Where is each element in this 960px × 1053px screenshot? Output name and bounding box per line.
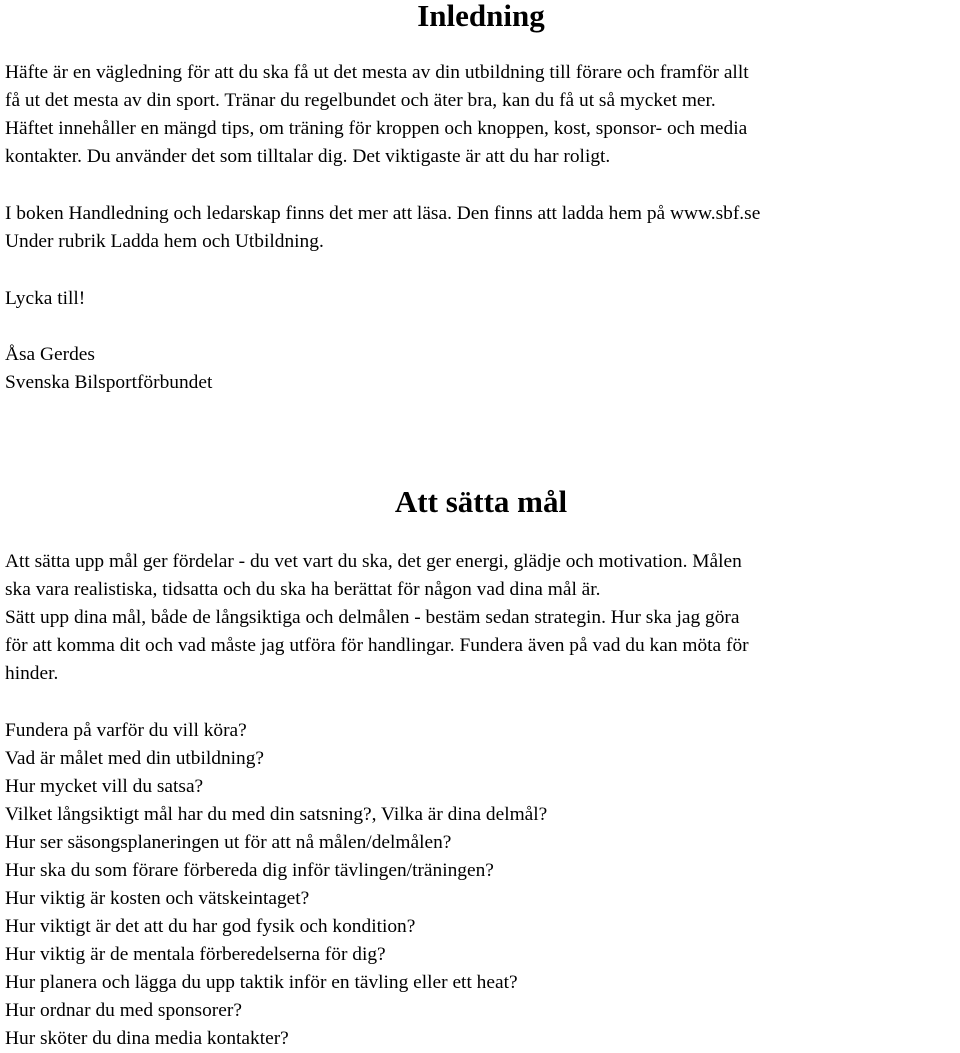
question-item: Hur ordnar du med sponsorer? [5, 1000, 242, 1021]
signature-name: Åsa Gerdes [5, 344, 95, 365]
goals-paragraph-line: för att komma dit och vad måste jag utföra för handlingar. Fundera även på vad du kan möta för [5, 635, 749, 656]
question-item: Hur viktig är de mentala förberedelserna för dig? [5, 944, 386, 965]
questions-list [5, 717, 960, 1053]
greeting-text: Lycka till! [5, 288, 86, 309]
question-item: Hur mycket vill du satsa? [5, 776, 204, 797]
intro-paragraph [5, 59, 960, 171]
goals-heading: Att sätta mål [394, 484, 568, 519]
intro-paragraph-line: få ut det mesta av din sport. Tränar du regelbundet och äter bra, kan du få ut så mycket mer. [5, 90, 716, 111]
intro-paragraph-line: Häftet innehåller en mängd tips, om träning för kroppen och knoppen, kost, sponsor- och media [5, 118, 748, 139]
signature-organization: Svenska Bilsportförbundet [5, 372, 213, 393]
reference-paragraph-line: Under rubrik Ladda hem och Utbildning. [5, 231, 324, 252]
question-item: Hur sköter du dina media kontakter? [5, 1028, 289, 1049]
question-item: Hur planera och lägga du upp taktik inför en tävling eller ett heat? [5, 972, 518, 993]
signature [5, 341, 960, 397]
question-item: Hur viktigt är det att du har god fysik och kondition? [5, 916, 416, 937]
reference-paragraph-line: I boken Handledning och ledarskap finns det mer att läsa. Den finns att ladda hem på www.sbf.se [5, 203, 761, 224]
goals-paragraph [5, 548, 960, 688]
question-item: Vad är målet med din utbildning? [5, 748, 265, 769]
question-item: Vilket långsiktigt mål har du med din satsning?, Vilka är dina delmål? [5, 804, 548, 825]
question-item: Hur ser säsongsplaneringen ut för att nå målen/delmålen? [5, 832, 452, 853]
question-item: Fundera på varför du vill köra? [5, 720, 247, 741]
intro-heading: Inledning [417, 0, 545, 33]
reference-paragraph [5, 200, 960, 256]
goals-paragraph-line: Att sätta upp mål ger fördelar - du vet vart du ska, det ger energi, glädje och motivation. Målen [5, 551, 742, 572]
goals-paragraph-line: Sätt upp dina mål, både de långsiktiga och delmålen - bestäm sedan strategin. Hur ska jag göra [5, 607, 740, 628]
question-item: Hur viktig är kosten och vätskeintaget? [5, 888, 310, 909]
intro-paragraph-line: Häfte är en vägledning för att du ska få ut det mesta av din utbildning till förare och framför allt [5, 62, 749, 83]
question-item: Hur ska du som förare förbereda dig inför tävlingen/träningen? [5, 860, 494, 881]
greeting [5, 285, 960, 313]
intro-paragraph-line: kontakter. Du använder det som tilltalar dig. Det viktigaste är att du har roligt. [5, 146, 611, 167]
goals-paragraph-line: hinder. [5, 663, 59, 684]
goals-paragraph-line: ska vara realistiska, tidsatta och du ska ha berättat för någon vad dina mål är. [5, 579, 601, 600]
